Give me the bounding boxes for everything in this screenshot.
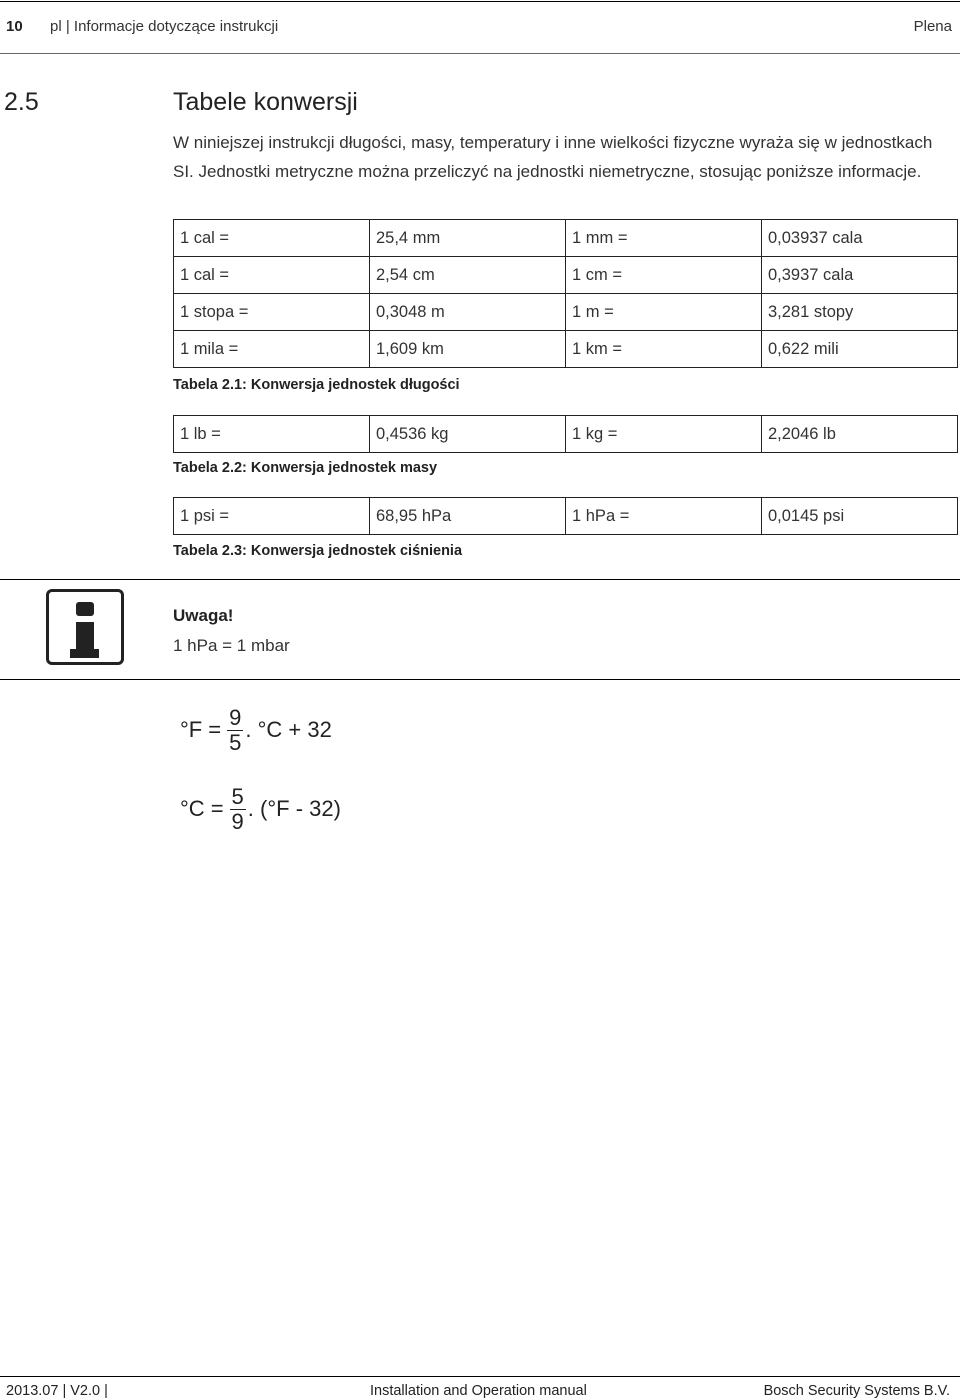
table-cell: 0,4536 kg: [370, 416, 566, 453]
formula-fraction: [227, 704, 243, 755]
table-row: [174, 257, 958, 294]
table-cell: 0,3048 m: [370, 294, 566, 331]
fraction-numerator: 9: [229, 704, 242, 730]
fraction-denominator: 5: [229, 729, 242, 755]
mass-conversion-table: [173, 415, 958, 453]
table-cell: 1 lb =: [174, 416, 370, 453]
note-title: Uwaga!: [173, 606, 234, 625]
table-row: [174, 498, 958, 535]
table-cell: 0,0145 psi: [762, 498, 958, 535]
formula-fraction: [230, 783, 246, 834]
page-number: 10: [6, 18, 23, 35]
table-cell: 1 cal =: [174, 257, 370, 294]
table-cell: 0,03937 cala: [762, 220, 958, 257]
table-cell: 2,2046 lb: [762, 416, 958, 453]
table-cell: 1 psi =: [174, 498, 370, 535]
table-cell: 1 km =: [566, 331, 762, 368]
header-top-rule: [0, 1, 960, 2]
table-cell: 1 hPa =: [566, 498, 762, 535]
pressure-conversion-table: [173, 497, 958, 535]
table-cell: 2,54 cm: [370, 257, 566, 294]
table-cell: 1 m =: [566, 294, 762, 331]
table-cell: 1 mm =: [566, 220, 762, 257]
table-caption: Tabela 2.2: Konwersja jednostek masy: [173, 460, 438, 476]
table-cell: 1 stopa =: [174, 294, 370, 331]
table-caption: Tabela 2.1: Konwersja jednostek długości: [173, 377, 460, 393]
table-cell: 1 mila =: [174, 331, 370, 368]
fraction-numerator: 5: [231, 783, 244, 809]
formula-equals: =: [208, 717, 222, 742]
length-conversion-table: [173, 219, 958, 368]
footer-rule: [0, 1376, 960, 1377]
formula-rest: . °C + 32: [245, 717, 332, 742]
celsius-formula: [180, 779, 341, 839]
table-caption: Tabela 2.3: Konwersja jednostek ciśnienia: [173, 543, 463, 559]
note-top-rule: [0, 579, 960, 580]
table-cell: 1 cal =: [174, 220, 370, 257]
table-cell: 1,609 km: [370, 331, 566, 368]
table-cell: 1 kg =: [566, 416, 762, 453]
formula-lhs: °C: [180, 796, 205, 821]
section-title: Tabele konwersji: [173, 88, 358, 116]
header-bottom-rule: [0, 53, 960, 54]
breadcrumb: pl | Informacje dotyczące instrukcji: [50, 18, 279, 35]
table-cell: 0,3937 cala: [762, 257, 958, 294]
intro-paragraph: W niniejszej instrukcji długości, masy, temperatury i inne wielkości fizyczne wyraża się w jednostkach SI. Jednostki metryczne można przeliczyć na jednostki niemetryczne, stosując poniższe informacje.: [173, 133, 933, 181]
fahrenheit-formula: [180, 700, 332, 760]
table-row: [174, 294, 958, 331]
table-cell: 1 cm =: [566, 257, 762, 294]
section-number: 2.5: [4, 88, 39, 116]
table-cell: 0,622 mili: [762, 331, 958, 368]
formula-equals: =: [210, 796, 224, 821]
note-bottom-rule: [0, 679, 960, 680]
product-name: Plena: [913, 18, 952, 35]
table-cell: 68,95 hPa: [370, 498, 566, 535]
table-row: [174, 331, 958, 368]
table-cell: 3,281 stopy: [762, 294, 958, 331]
formula-lhs: °F: [180, 717, 203, 742]
footer-version: 2013.07 | V2.0 |: [6, 1383, 108, 1399]
page-header: [0, 18, 956, 40]
table-row: [174, 416, 958, 453]
footer-company: Bosch Security Systems B.V.: [763, 1383, 950, 1399]
table-cell: 25,4 mm: [370, 220, 566, 257]
note-text: 1 hPa = 1 mbar: [173, 636, 290, 655]
fraction-denominator: 9: [231, 808, 244, 834]
info-icon: [46, 589, 124, 665]
footer-document-title: Installation and Operation manual: [370, 1383, 587, 1399]
table-row: [174, 220, 958, 257]
formula-rest: . (°F - 32): [247, 796, 341, 821]
